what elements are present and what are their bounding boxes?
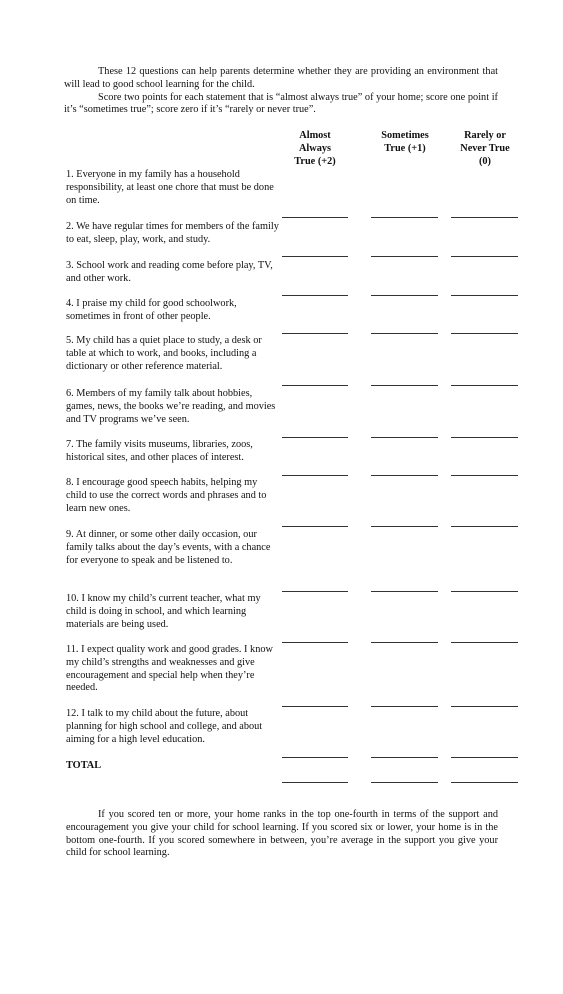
column-header-rarely-never	[450, 130, 520, 168]
sometimes-blank	[371, 475, 438, 476]
almost-always-blank	[282, 642, 348, 643]
sometimes-blank	[371, 295, 438, 296]
almost-always-blank	[282, 782, 348, 783]
sometimes-blank	[371, 706, 438, 707]
column-header-line: True (+1)	[384, 142, 426, 154]
column-header-sometimes	[370, 130, 440, 156]
rarely-never-blank	[451, 295, 518, 296]
column-header-line: (0)	[478, 155, 491, 167]
rarely-never-blank	[451, 642, 518, 643]
column-header-almost-always	[282, 130, 348, 168]
intro-paragraph-1: These 12 questions can help parents determine whether they are providing an environment that will lead to good school learning for the child.	[64, 66, 498, 90]
question-2: 2. We have regular times for members of the family to eat, sleep, play, work, and study.	[66, 221, 279, 245]
sometimes-blank	[371, 782, 438, 783]
question-8: 8. I encourage good speech habits, helping my child to use the correct words and phrases and to learn new ones.	[66, 477, 267, 514]
scoring-summary	[66, 809, 498, 860]
column-header-line: Always	[298, 142, 332, 154]
column-header-line: Rarely or	[464, 130, 506, 141]
question-7: 7. The family visits museums, libraries, zoos, historical sites, and other places of interest.	[66, 439, 253, 463]
column-header-line: Never True	[460, 142, 510, 154]
almost-always-blank	[282, 591, 348, 592]
intro-text	[64, 66, 498, 117]
question-4: 4. I praise my child for good schoolwork, sometimes in front of other people.	[66, 298, 237, 322]
question-3: 3. School work and reading come before play, TV, and other work.	[66, 260, 273, 284]
sometimes-blank	[371, 757, 438, 758]
almost-always-blank	[282, 526, 348, 527]
rarely-never-blank	[451, 333, 518, 334]
almost-always-blank	[282, 217, 348, 218]
almost-always-blank	[282, 295, 348, 296]
rarely-never-blank	[451, 591, 518, 592]
almost-always-blank	[282, 256, 348, 257]
sometimes-blank	[371, 385, 438, 386]
question-12: 12. I talk to my child about the future, about planning for high school and college, and about aiming for a high level education.	[66, 708, 263, 745]
intro-paragraph-2: Score two points for each statement that is “almost always true” of your home; score one point if it’s “sometimes true”; score zero if it’s “rarely or never true”.	[64, 91, 498, 116]
rarely-never-blank	[451, 217, 518, 218]
rarely-never-blank	[451, 256, 518, 257]
sometimes-blank	[371, 642, 438, 643]
question-11: 11. I expect quality work and good grades. I know my child’s strengths and weaknesses and give encouragement and special help when they’re needed.	[66, 644, 273, 694]
almost-always-blank	[282, 333, 348, 334]
sometimes-blank	[371, 591, 438, 592]
scoring-summary-text: If you scored ten or more, your home ranks in the top one-fourth in terms of the support and encouragement you give your child for school learning. If you scored six or lower, your home is in the bottom one-fourth. If you scored somewhere in between, you’re average in the support you give your child for school learning.	[66, 809, 498, 859]
sometimes-blank	[371, 333, 438, 334]
question-1: 1. Everyone in my family has a household responsibility, at least one chore that must be done on time.	[66, 169, 274, 206]
almost-always-blank	[282, 475, 348, 476]
almost-always-blank	[282, 706, 348, 707]
rarely-never-blank	[451, 526, 518, 527]
sometimes-blank	[371, 256, 438, 257]
rarely-never-blank	[451, 437, 518, 438]
column-header-line: Sometimes	[381, 130, 429, 141]
sometimes-blank	[371, 526, 438, 527]
question-6: 6. Members of my family talk about hobbies, games, news, the books we’re reading, and movies and TV programs we’ve seen.	[66, 388, 276, 425]
rarely-never-blank	[451, 475, 518, 476]
total-label: TOTAL	[66, 760, 102, 771]
almost-always-blank	[282, 385, 348, 386]
column-header-line: Almost	[299, 130, 331, 141]
sometimes-blank	[371, 437, 438, 438]
rarely-never-blank	[451, 782, 518, 783]
question-9: 9. At dinner, or some other daily occasion, our family talks about the day’s events, with a chance for everyone to speak and be listened to.	[66, 529, 271, 566]
rarely-never-blank	[451, 706, 518, 707]
question-5: 5. My child has a quiet place to study, a desk or table at which to work, and books, including a dictionary or other reference material.	[66, 335, 262, 372]
question-10: 10. I know my child’s current teacher, what my child is doing in school, and which learning materials are being used.	[66, 593, 261, 630]
rarely-never-blank	[451, 757, 518, 758]
almost-always-blank	[282, 757, 348, 758]
rarely-never-blank	[451, 385, 518, 386]
sometimes-blank	[371, 217, 438, 218]
column-header-line: True (+2)	[294, 155, 336, 167]
almost-always-blank	[282, 437, 348, 438]
